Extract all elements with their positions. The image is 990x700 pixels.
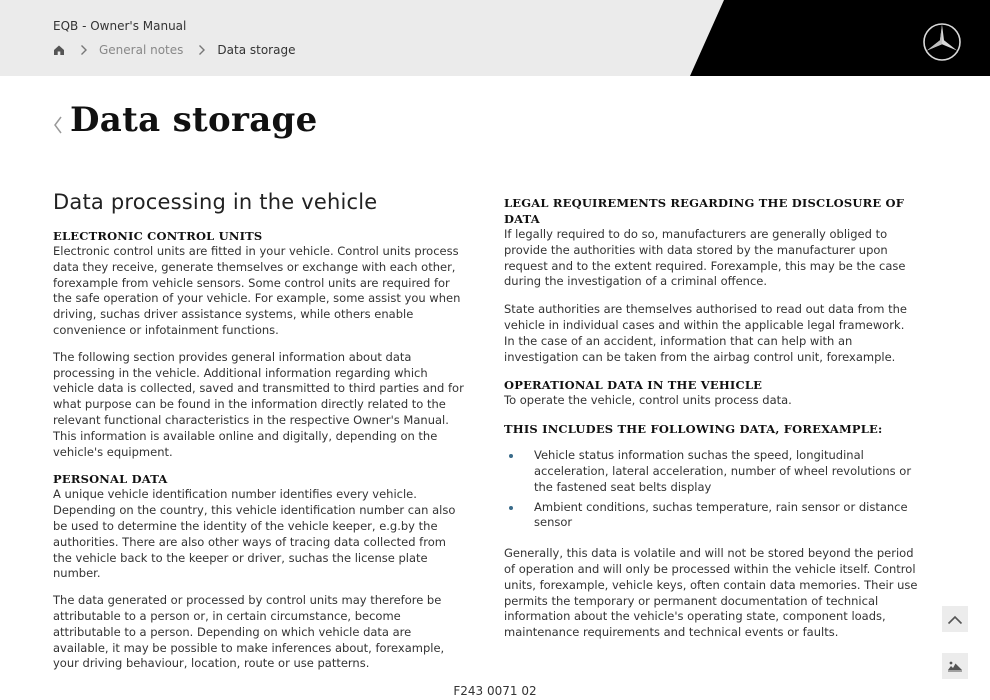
breadcrumb-item-general-notes[interactable]: General notes — [99, 43, 184, 57]
home-icon[interactable] — [53, 44, 65, 56]
list-item — [504, 500, 918, 532]
bullet-icon — [509, 454, 513, 458]
brand-star-logo[interactable] — [922, 22, 962, 62]
paragraph-generated-data: The data generated or processed by control units may therefore be attributable to a person or, in certain circumstance, become attributable to a person. Depending on which vehicle data are available, it may be possible to make inferences about, forexample, your driving behaviour, location, route or use patterns. — [53, 593, 445, 671]
paragraph-legal: If legally required to do so, manufacturers are generally obliged to provide the authorities with data stored by the manufacturer upon request and to the extent required. Forexample, this may be the case during the investigation of a criminal offence. — [504, 227, 906, 289]
breadcrumb-item-data-storage: Data storage — [217, 43, 296, 57]
paragraph-personal-data: A unique vehicle identification number identifies every vehicle. Depending on the country, this vehicle identification number can also be used to determine the identity of the vehicle keeper, e.g.by the authorities. There are also other ways of tracing data collected from the vehicle back to the keeper or driver, suchas the license plate number. — [53, 487, 456, 581]
right-column — [504, 195, 918, 653]
subheading-legal: LEGAL REQUIREMENTS REGARDING THE DISCLOSURE OF DATA — [504, 196, 905, 226]
bullet-icon — [509, 506, 513, 510]
subheading-includes: THIS INCLUDES THE FOLLOWING DATA, FOREXAMPLE: — [504, 422, 883, 437]
chevron-left-icon[interactable] — [52, 115, 64, 135]
breadcrumb — [53, 42, 295, 58]
subheading-personal-data: PERSONAL DATA — [53, 472, 168, 487]
list-item — [504, 448, 918, 495]
page-title: Data storage — [70, 100, 318, 140]
paragraph-following: The following section provides general information about data processing in the vehicle. Additional information regarding which vehicle data is collected, saved and transmitted to third parties and for what purpose can be found in the information directly related to the relevant functional characteristics in the respective Owner's Manual. This information is available online and digitally, depending on the vehicle's equipment. — [53, 349, 464, 459]
paragraph-operational: To operate the vehicle, control units process data. — [504, 393, 792, 408]
paragraph-state: State authorities are themselves authorised to read out data from the vehicle in individual cases and within the applicable legal framework. In the case of an accident, information that can help with an investigation can be taken from the airbag control unit, forexample. — [504, 302, 907, 364]
vehicle-image-button[interactable] — [942, 653, 968, 679]
subheading-operational: OPERATIONAL DATA IN THE VEHICLE — [504, 378, 763, 393]
chevron-up-icon — [947, 610, 963, 629]
vehicle-image-icon — [947, 657, 963, 676]
scroll-top-button[interactable] — [942, 606, 968, 632]
list-item-text: Ambient conditions, suchas temperature, rain sensor or distance sensor — [534, 499, 908, 530]
paragraph-generally: Generally, this data is volatile and will not be stored beyond the period of operation and will only be processed within the vehicle itself. Control units, forexample, vehicle keys, often contain data memories. Their use permits the temporary or permanent documentation of technical information about the vehicle's operating state, component loads, maintenance requirements and technical events or faults. — [504, 546, 918, 640]
left-column — [53, 190, 467, 683]
chevron-right-icon — [197, 44, 207, 56]
subheading-ecu: ELECTRONIC CONTROL UNITS — [53, 229, 263, 243]
bullet-list — [504, 448, 918, 531]
manual-title: EQB - Owner's Manual — [53, 19, 187, 33]
page-header — [0, 0, 990, 76]
paragraph-ecu: Electronic control units are fitted in your vehicle. Control units process data they receive, generate themselves or exchange with each other, forexample from vehicle sensors. Some control units are required for the safe operation of your vehicle. For example, some assist you when driving, suchas driver assistance systems, while others enable convenience or infotainment functions. — [53, 244, 461, 337]
figure-code: F243 0071 02 — [453, 684, 537, 698]
chevron-right-icon — [79, 44, 89, 56]
list-item-text: Vehicle status information suchas the speed, longitudinal acceleration, lateral acceleration, number of wheel revolutions or the fastened seat belts display — [534, 448, 912, 494]
section-heading: Data processing in the vehicle — [53, 190, 378, 214]
